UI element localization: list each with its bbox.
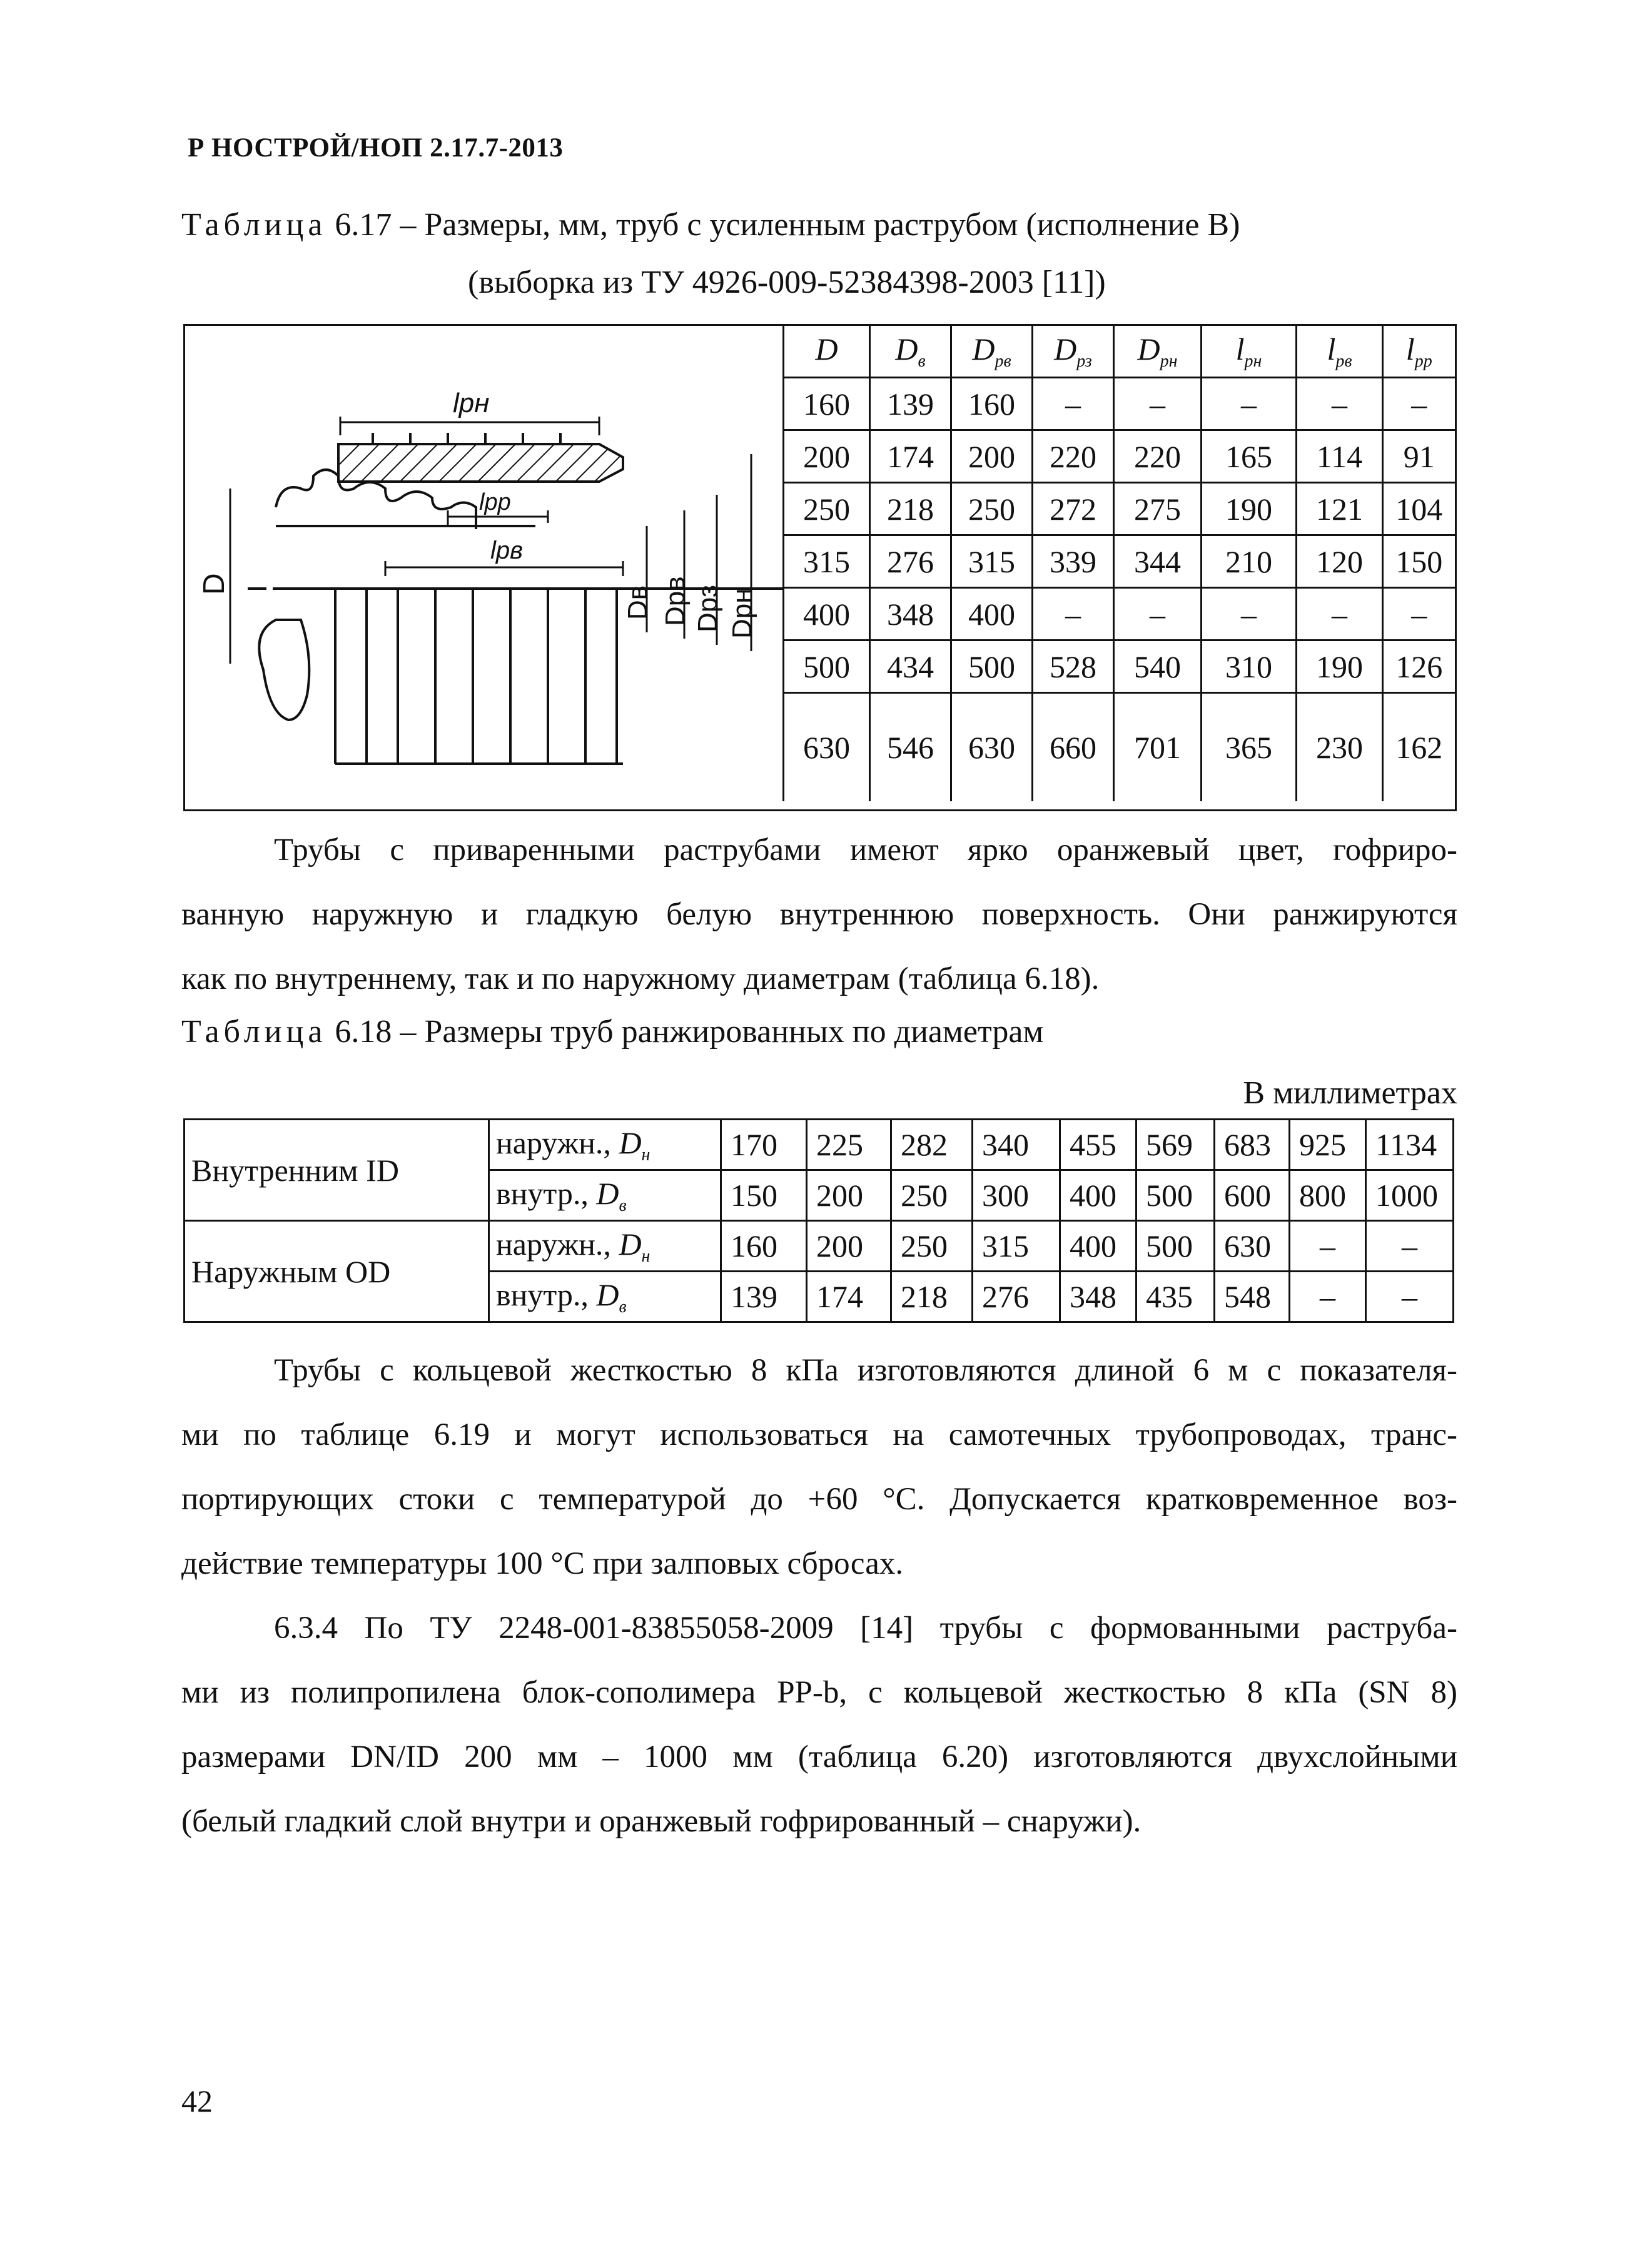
table-617-header-cell: $l_{рв}$ bbox=[1297, 326, 1383, 378]
label-D-rv: Dрв bbox=[660, 576, 691, 626]
socket-pipe-drawing bbox=[185, 326, 782, 809]
paragraph-line: как по внутреннему, так и по наружному диаметрам (таблица 6.18). bbox=[181, 961, 1100, 996]
paragraph-2 bbox=[181, 1339, 1457, 1596]
paragraph-line: Трубы с кольцевой жесткостью 8 кПа изготовляются длиной 6 м с показателя- bbox=[274, 1353, 1457, 1388]
table-617-caption-text: 6.17 – Размеры, мм, труб с усиленным раструбом (исполнение В) bbox=[335, 207, 1240, 243]
paragraph-line: действие температуры 100 °С при залповых сбросах. bbox=[181, 1546, 904, 1581]
row-label: наружн., $D_н$ bbox=[489, 1120, 721, 1170]
table-row: 400 348 400 – – – – – bbox=[784, 588, 1455, 640]
label-D: D bbox=[198, 573, 231, 595]
page-number: 42 bbox=[181, 2083, 213, 2119]
table-618-caption-text: 6.18 – Размеры труб ранжированных по диаметрам bbox=[335, 1014, 1044, 1050]
table-617-header-row bbox=[784, 326, 1455, 378]
table-row: 160 139 160 – – – – – bbox=[784, 378, 1455, 430]
label-D-v: Dв bbox=[622, 585, 653, 620]
table-617-caption-label: Таблица bbox=[181, 207, 327, 243]
label-D-rn: Dрн bbox=[727, 588, 757, 639]
paragraph-line: ми из полипропилена блок-сополимера РР-b, с кольцевой жесткостью 8 кПа (SN 8) bbox=[181, 1675, 1457, 1710]
table-617-header-cell: $l_{рн}$ bbox=[1202, 326, 1297, 378]
table-617-header-cell: $D_{рн}$ bbox=[1114, 326, 1202, 378]
group-label: Внутренним ID bbox=[185, 1120, 489, 1221]
table-row: внутр., $D_в$ 150 200 250 300 400 500 600 800 1000 bbox=[185, 1170, 1454, 1221]
table-617-header-cell: $D_в$ bbox=[870, 326, 951, 378]
label-l-rn: lрн bbox=[453, 388, 490, 418]
paragraph-line: Трубы с приваренными раструбами имеют ярко оранжевый цвет, гофриро- bbox=[274, 833, 1457, 868]
paragraph-line: (белый гладкий слой внутри и оранжевый гофрированный – снаружи). bbox=[181, 1804, 1142, 1839]
paragraph-line: ми по таблице 6.19 и могут использоваться на самотечных трубопроводах, транс- bbox=[181, 1417, 1457, 1452]
table-617-caption-source: (выборка из ТУ 4926-009-52384398-2003 [11]) bbox=[468, 265, 1106, 300]
table-618-caption-label: Таблица bbox=[181, 1014, 327, 1050]
document-header: Р НОСТРОЙ/НОП 2.17.7-2013 bbox=[188, 133, 564, 163]
label-D-rz: Dрз bbox=[692, 585, 723, 632]
table-617-header-cell: $D_{рв}$ bbox=[951, 326, 1033, 378]
table-618 bbox=[183, 1118, 1454, 1323]
table-row: 500 434 500 528 540 310 190 126 bbox=[784, 640, 1455, 693]
label-l-rv: lрв bbox=[490, 537, 524, 564]
table-row: Наружным OD наружн., $D_н$ 160 200 250 315 400 500 630 – – bbox=[185, 1221, 1454, 1272]
label-l-rr: lрр bbox=[479, 489, 511, 515]
row-label: внутр., $D_в$ bbox=[489, 1272, 721, 1322]
paragraph-1 bbox=[181, 818, 1457, 1011]
group-label: Наружным OD bbox=[185, 1221, 489, 1322]
table-617-header-cell: $D_{рз}$ bbox=[1033, 326, 1114, 378]
paragraph-line: 6.3.4 По ТУ 2248-001-83855058-2009 [14] трубы с формованными раструба- bbox=[274, 1611, 1457, 1646]
table-row: 200 174 200 220 220 165 114 91 bbox=[784, 430, 1455, 483]
table-row: внутр., $D_в$ 139 174 218 276 348 435 548 – – bbox=[185, 1272, 1454, 1322]
table-617-caption bbox=[181, 206, 1457, 243]
paragraph-line: ванную наружную и гладкую белую внутреннюю поверхность. Они ранжируются bbox=[181, 897, 1457, 932]
row-label: внутр., $D_в$ bbox=[489, 1170, 721, 1221]
paragraph-3 bbox=[181, 1596, 1457, 1854]
table-617-header-cell: D bbox=[784, 326, 870, 378]
table-617 bbox=[183, 324, 1457, 811]
table-617-grid bbox=[782, 326, 1455, 801]
table-row: 630 546 630 660 701 365 230 162 bbox=[784, 693, 1455, 802]
paragraph-line: размерами DN/ID 200 мм – 1000 мм (таблица 6.20) изготовляются двухслойными bbox=[181, 1739, 1457, 1774]
table-row: Внутренним ID наружн., $D_н$ 170 225 282 340 455 569 683 925 1134 bbox=[185, 1120, 1454, 1170]
table-617-header-cell: $l_{рр}$ bbox=[1383, 326, 1455, 378]
paragraph-line: портирующих стоки с температурой до +60 °С. Допускается кратковременное воз- bbox=[181, 1482, 1457, 1517]
table-row: 315 276 315 339 344 210 120 150 bbox=[784, 535, 1455, 588]
table-618-units: В миллиметрах bbox=[1243, 1075, 1457, 1111]
table-row: 250 218 250 272 275 190 121 104 bbox=[784, 483, 1455, 535]
row-label: наружн., $D_н$ bbox=[489, 1221, 721, 1272]
table-618-caption bbox=[181, 1013, 1043, 1050]
